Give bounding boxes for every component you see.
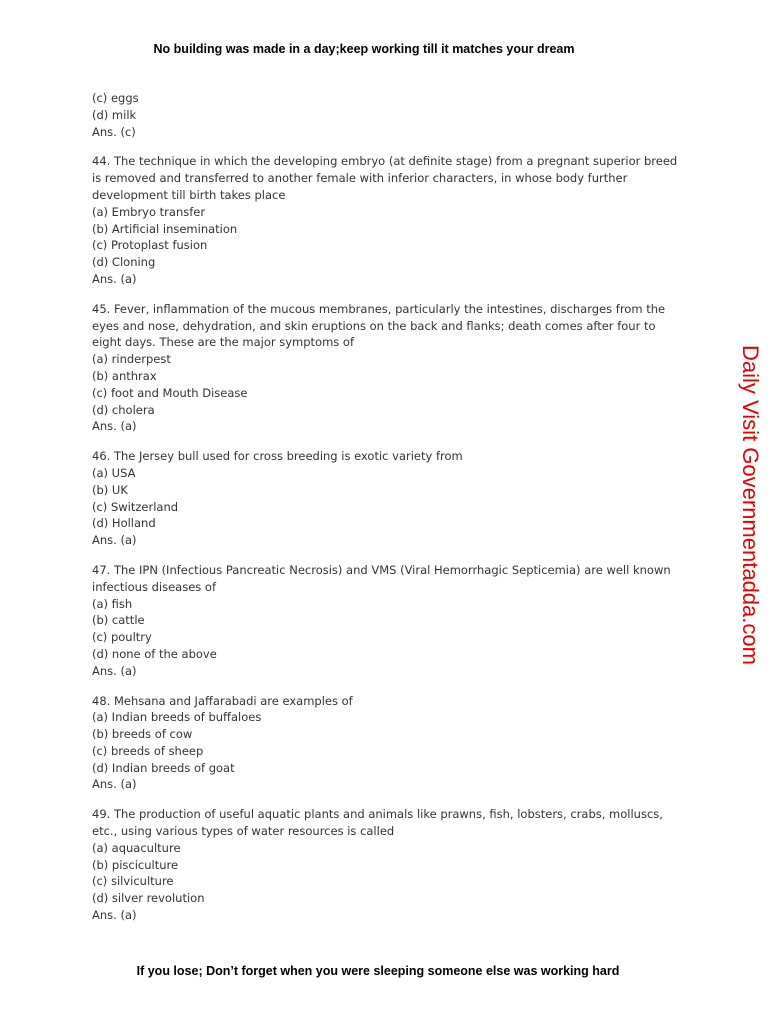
option: (d) milk — [92, 107, 137, 122]
answer: Ans. (a) — [92, 533, 137, 548]
option: (d) Cloning — [92, 255, 156, 270]
answer: Ans. (a) — [92, 419, 137, 434]
option: (b) breeds of cow — [92, 727, 193, 742]
option: (a) Embryo transfer — [92, 204, 206, 219]
answer: Ans. (a) — [92, 663, 137, 678]
option: (a) USA — [92, 465, 136, 480]
option: (b) pisciculture — [92, 857, 179, 872]
option: (d) silver revolution — [92, 891, 205, 906]
option: (c) foot and Mouth Disease — [92, 385, 248, 400]
option: (b) Artificial insemination — [92, 221, 238, 236]
question-46 — [92, 448, 682, 549]
option: (c) breeds of sheep — [92, 743, 204, 758]
option: (a) aquaculture — [92, 840, 181, 855]
question-text: 46. The Jersey bull used for cross breeding is exotic variety from — [92, 449, 463, 464]
option: (a) fish — [92, 596, 133, 611]
question-44 — [92, 153, 682, 287]
question-fragment — [92, 90, 682, 140]
option: (c) silviculture — [92, 874, 174, 889]
page-footer-quote: If you lose; Don’t forget when you were sleeping someone else was working hard — [136, 964, 620, 978]
question-47 — [92, 562, 682, 680]
option: (d) Indian breeds of goat — [92, 760, 235, 775]
option: (b) cattle — [92, 613, 145, 628]
option: (c) eggs — [92, 91, 139, 105]
answer: Ans. (a) — [92, 271, 137, 286]
question-48 — [92, 693, 682, 794]
option: (c) poultry — [92, 630, 152, 645]
answer: Ans. (a) — [92, 908, 137, 923]
option: (d) none of the above — [92, 646, 217, 661]
option: (a) Indian breeds of buffaloes — [92, 710, 262, 725]
question-text: 49. The production of useful aquatic plants and animals like prawns, fish, lobsters, crabs, molluscs, etc., using various types of water resources is called — [92, 807, 663, 839]
question-text: 45. Fever, inflammation of the mucous membranes, particularly the intestines, discharges from the eyes and nose, dehydration, and skin eruptions on the back and flanks; death comes after four to eight days. These are the major symptoms of — [92, 301, 666, 350]
option: (d) cholera — [92, 402, 155, 417]
question-49 — [92, 806, 682, 924]
option: (b) anthrax — [92, 368, 157, 383]
option: (d) Holland — [92, 516, 156, 531]
side-watermark-text: Daily Visit Governmentadda.com — [738, 345, 763, 665]
option: (b) UK — [92, 482, 128, 497]
question-text: 48. Mehsana and Jaffarabadi are examples of — [92, 693, 353, 708]
page-header-quote: No building was made in a day;keep working till it matches your dream — [153, 42, 575, 56]
question-text: 44. The technique in which the developing embryo (at definite stage) from a pregnant superior breed is removed and transferred to another female with inferior characters, in whose body further development till birth takes place — [92, 154, 678, 202]
answer: Ans. (a) — [92, 777, 137, 792]
answer: Ans. (c) — [92, 124, 136, 139]
question-text: 47. The IPN (Infectious Pancreatic Necrosis) and VMS (Viral Hemorrhagic Septicemia) are well known infectious diseases of — [92, 562, 671, 594]
option: (a) rinderpest — [92, 352, 171, 367]
question-45 — [92, 301, 682, 435]
option: (c) Switzerland — [92, 499, 179, 514]
questions-content — [92, 90, 682, 937]
option: (c) Protoplast fusion — [92, 238, 208, 253]
